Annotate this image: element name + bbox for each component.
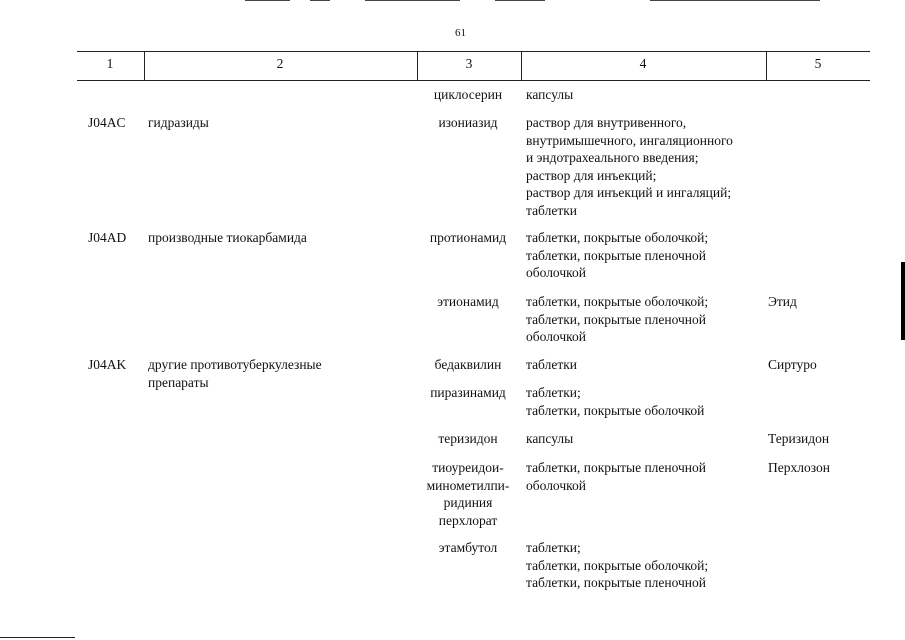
cell-code: J04AK xyxy=(88,357,127,372)
cell-forms: таблетки, покрытые оболочкой; таблетки, покрытые пленочной оболочкой xyxy=(526,294,709,345)
cell-code: J04AC xyxy=(88,115,126,130)
cell-substance: циклосерин xyxy=(433,87,503,102)
column-header: 5 xyxy=(814,56,822,71)
cell-forms: таблетки; таблетки, покрытые оболочкой xyxy=(526,385,705,418)
table-header-divider xyxy=(766,51,767,81)
cell-forms: таблетки, покрытые оболочкой; таблетки, покрытые пленочной оболочкой xyxy=(526,230,709,281)
cell-trade: Перхлозон xyxy=(768,460,830,475)
cell-group: производные тиокарбамида xyxy=(148,230,307,245)
cell-trade: Теризидон xyxy=(768,431,830,446)
column-header: 3 xyxy=(465,56,473,71)
cell-forms: таблетки xyxy=(526,357,578,372)
cell-substance: тиоуреидои- минометилпи- ридиния перхлорат xyxy=(426,460,510,528)
column-header: 2 xyxy=(276,56,284,71)
cell-forms: капсулы xyxy=(526,431,574,446)
cell-substance: протионамид xyxy=(429,230,507,245)
scan-margin-mark xyxy=(901,262,905,340)
cell-trade: Сиртуро xyxy=(768,357,817,372)
table-header-top-border xyxy=(77,51,870,52)
cell-code: J04AD xyxy=(88,230,127,245)
cell-forms: раствор для внутривенного, внутримышечного, ингаляционного и эндотрахеального введения; раствор для инъекций; раствор для инъекций и ингаляций; таблетки xyxy=(526,115,733,218)
cell-trade: Этид xyxy=(768,294,797,309)
cell-forms: таблетки; таблетки, покрытые оболочкой; таблетки, покрытые пленочной xyxy=(526,540,709,591)
scan-bottom-line xyxy=(0,637,75,638)
cell-substance: изониазид xyxy=(438,115,498,130)
cell-substance: бедаквилин xyxy=(434,357,502,372)
table-header-bottom-border xyxy=(77,80,870,81)
table-header-divider xyxy=(521,51,522,81)
table-header-divider xyxy=(417,51,418,81)
cell-group: другие противотуберкулезные препараты xyxy=(148,357,322,390)
cell-substance: теризидон xyxy=(438,431,498,446)
cell-forms: таблетки, покрытые пленочной оболочкой xyxy=(526,460,707,493)
cell-substance: этамбутол xyxy=(438,540,498,555)
cell-substance: этионамид xyxy=(437,294,499,309)
cell-substance: пиразинамид xyxy=(430,385,506,400)
page-number: 61 xyxy=(455,27,466,39)
column-header: 1 xyxy=(106,56,114,71)
cell-forms: капсулы xyxy=(526,87,574,102)
column-header: 4 xyxy=(639,56,647,71)
cell-group: гидразиды xyxy=(148,115,209,130)
